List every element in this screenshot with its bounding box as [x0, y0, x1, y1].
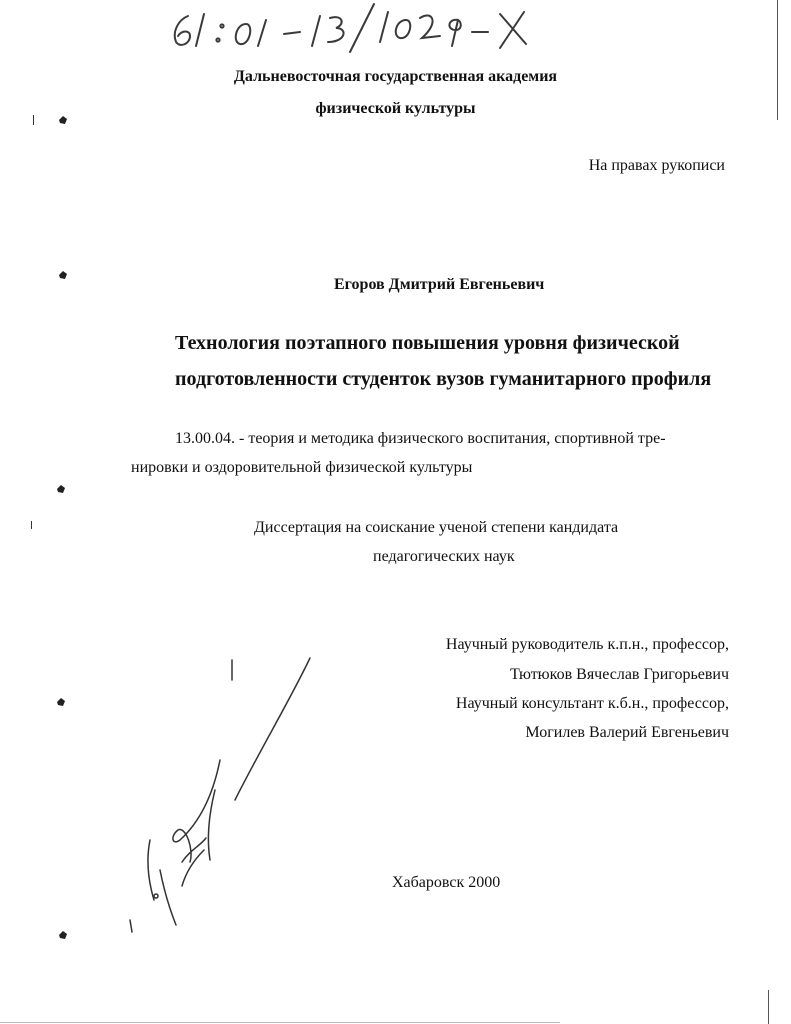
- author-name: Егоров Дмитрий Евгеньевич: [334, 276, 545, 293]
- margin-tick: [31, 521, 32, 529]
- manuscript-rights-note: На правах рукописи: [588, 157, 725, 174]
- punch-hole-icon: [58, 115, 68, 125]
- supervisor-name: Тютюков Вячеслав Григорьевич: [509, 666, 729, 683]
- scan-edge-line: [768, 990, 769, 1024]
- scan-bottom-line: [0, 1022, 560, 1023]
- scan-edge-line: [777, 0, 778, 120]
- institution-line-2: физической культуры: [315, 100, 476, 117]
- margin-tick: [33, 115, 34, 125]
- consultant-name: Могилев Валерий Евгеньевич: [525, 724, 729, 741]
- supervisor-role: Научный руководитель к.п.н., профессор,: [445, 636, 729, 653]
- institution-line-1: Дальневосточная государственная академия: [233, 68, 558, 85]
- degree-line-1: Диссертация на соискание ученой степени кандидата: [254, 519, 619, 536]
- specialty-line-2: нировки и оздоровительной физической культуры: [131, 459, 473, 476]
- consultant-role: Научный консультант к.б.н., профессор,: [455, 695, 729, 712]
- specialty-line-1: 13.00.04. - теория и методика физического воспитания, спортивной тре-: [175, 430, 666, 447]
- degree-line-2: педагогических наук: [373, 548, 515, 565]
- catalog-code-handwritten: [160, 2, 540, 54]
- punch-hole-icon: [58, 930, 68, 940]
- punch-hole-icon: [58, 270, 68, 280]
- signature-icon: [120, 650, 320, 940]
- punch-hole-icon: [56, 484, 66, 494]
- place-and-year: Хабаровск 2000: [392, 874, 501, 891]
- punch-hole-icon: [56, 697, 66, 707]
- dissertation-title-line-1: Технология поэтапного повышения уровня физической: [175, 332, 680, 354]
- dissertation-title-line-2: подготовленности студенток вузов гуманитарного профиля: [175, 368, 712, 390]
